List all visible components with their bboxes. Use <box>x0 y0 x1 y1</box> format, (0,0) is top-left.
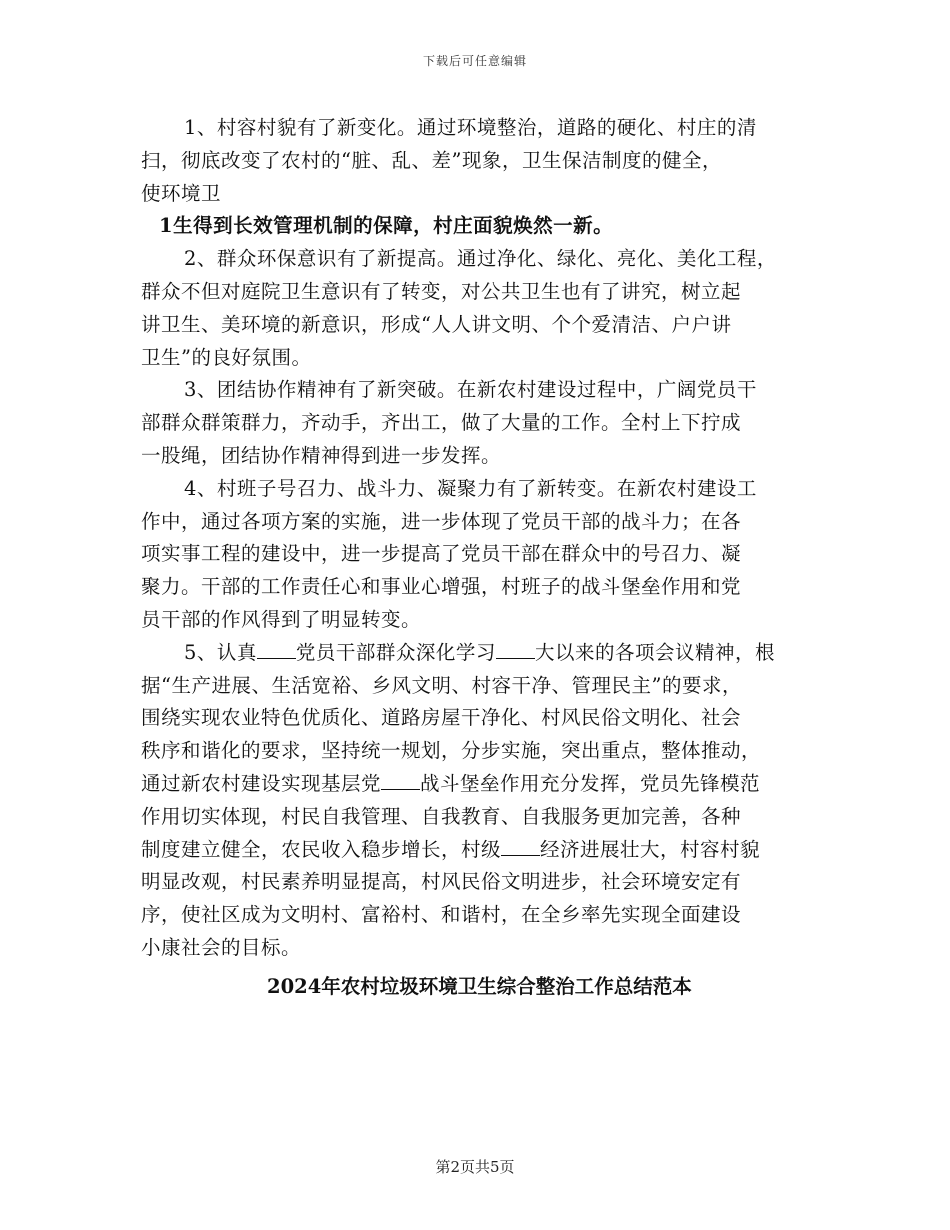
text-line: 部群众群策群力，齐动手，齐出工，做了大量的工作。全村上下拧成 <box>141 411 742 435</box>
blank-underline <box>257 640 296 659</box>
text-fragment: 战斗堡垒作用充分发挥，党员先锋模范 <box>420 771 761 795</box>
text-line: 作中，通过各项方案的实施，进一步体现了党员干部的战斗力；在各 <box>141 509 742 533</box>
text-line: 群众不但对庭院卫生意识有了转变，对公共卫生也有了讲究，树立起 <box>141 279 742 303</box>
text-fragment: 党员干部群众深化学习 <box>295 640 496 664</box>
text-line: 序，使社区成为文明村、富裕村、和谐村，在全乡率先实现全面建设 <box>141 903 742 927</box>
text-line: 4、村班子号召力、战斗力、凝聚力有了新转变。在新农村建设工 <box>184 476 757 500</box>
text-fragment: 大以来的各项会议精神，根 <box>534 640 775 664</box>
document-title: 2024年农村垃圾环境卫生综合整治工作总结范本 <box>267 974 692 998</box>
text-line <box>141 637 813 670</box>
paragraph-3 <box>141 374 813 472</box>
page-footer: 第2页共5页 <box>435 1158 515 1176</box>
document-body <box>141 112 813 1003</box>
paragraph-1 <box>141 112 813 210</box>
text-line: 聚力。干部的工作责任心和事业心增强，村班子的战斗堡垒作用和党 <box>141 575 742 599</box>
text-line: 据“生产进展、生活宽裕、乡风文明、村容干净、管理民主”的要求， <box>141 673 742 697</box>
paragraph-4 <box>141 473 813 637</box>
text-line: 使环境卫 <box>141 181 222 205</box>
blank-underline <box>381 771 420 790</box>
text-line: 3、团结协作精神有了新突破。在新农村建设过程中，广阔党员干 <box>184 378 757 402</box>
text-line: 小康社会的目标。 <box>141 935 302 959</box>
text-line: 作用切实体现，村民自我管理、自我教育、自我服务更加完善，各种 <box>141 804 742 828</box>
text-line <box>141 768 813 801</box>
text-line: 1、村容村貌有了新变化。通过环境整治，道路的硬化、村庄的清 <box>184 116 757 139</box>
text-line: 卫生”的良好氛围。 <box>141 345 312 369</box>
page-header: 下载后可任意编辑 <box>422 54 527 68</box>
text-line: 讲卫生、美环境的新意识，形成“人人讲文明、个个爱清洁、户户讲 <box>141 312 732 336</box>
text-fragment: 制度建立健全，农民收入稳步增长，村级 <box>141 837 502 861</box>
text-line: 秩序和谐化的要求，坚持统一规划，分步实施，突出重点，整体推动， <box>141 739 762 763</box>
blank-underline <box>501 837 540 856</box>
paragraph-1-continued <box>141 210 813 243</box>
text-line: 明显改观，村民素养明显提高，村风民俗文明进步，社会环境安定有 <box>141 870 742 894</box>
text-line: 围绕实现农业特色优质化、道路房屋干净化、村风民俗文明化、社会 <box>141 706 742 730</box>
text-line: 一股绳，团结协作精神得到进一步发挥。 <box>141 443 502 467</box>
text-fragment: 5、认真 <box>184 640 257 664</box>
text-fragment: 通过新农村建设实现基层党 <box>141 771 382 795</box>
text-line: 扫，彻底改变了农村的“脏、乱、差”现象，卫生保洁制度的健全， <box>141 148 722 172</box>
text-fragment: 经济进展壮大，村容村貌 <box>540 837 761 861</box>
paragraph-5 <box>141 637 813 965</box>
text-line <box>141 834 813 867</box>
text-line: 项实事工程的建设中，进一步提高了党员干部在群众中的号召力、凝 <box>141 542 742 566</box>
text-line: 员干部的作风得到了明显转变。 <box>141 607 422 631</box>
paragraph-2 <box>141 243 813 374</box>
text-line: 1生得到长效管理机制的保障，村庄面貌焕然一新。 <box>159 214 614 238</box>
blank-underline <box>496 640 535 659</box>
text-line: 2、群众环保意识有了新提高。通过净化、绿化、亮化、美化工程， <box>184 247 777 271</box>
